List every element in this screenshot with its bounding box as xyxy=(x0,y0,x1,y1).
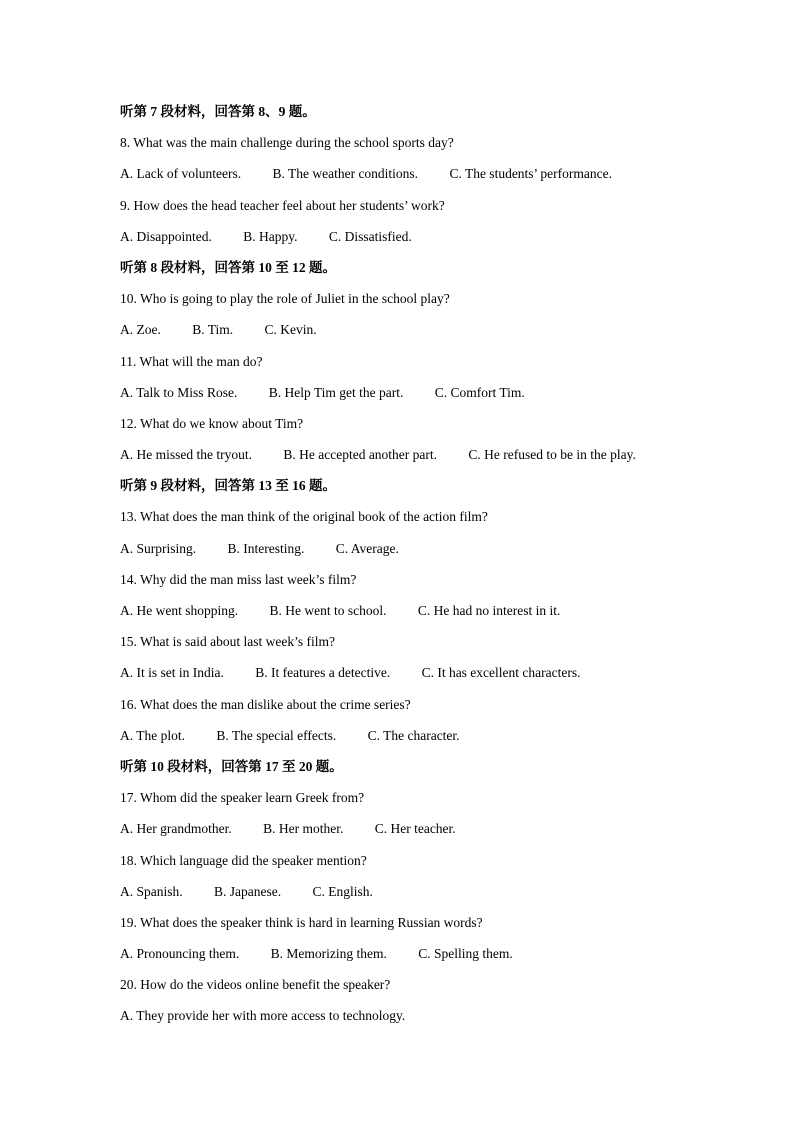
question-stem: 8. What was the main challenge during the school sports day? xyxy=(120,135,454,151)
option-a: A. He missed the tryout. xyxy=(120,447,252,463)
question-stem: 12. What do we know about Tim? xyxy=(120,415,304,431)
option-b: B. Her mother. xyxy=(263,821,344,837)
answer-options xyxy=(120,383,760,414)
option-b: B. Memorizing them. xyxy=(270,946,387,962)
option-b: B. Interesting. xyxy=(227,540,305,556)
option-c: C. The students’ performance. xyxy=(449,166,613,182)
option-c: C. Average. xyxy=(335,540,399,556)
option-b: B. Tim. xyxy=(192,322,234,338)
option-a: A. Her grandmother. xyxy=(120,821,232,837)
option-b: B. The special effects. xyxy=(216,727,337,743)
option-b: B. Japanese. xyxy=(214,883,282,899)
question-stem: 19. What does the speaker think is hard in learning Russian words? xyxy=(120,914,483,930)
question-stem: 11. What will the man do? xyxy=(120,353,263,369)
answer-options xyxy=(120,539,760,570)
section-heading: 听第 9 段材料，回答第 13 至 16 题。 xyxy=(120,478,336,494)
option-a: A. Disappointed. xyxy=(120,228,212,244)
option-c: C. Spelling them. xyxy=(418,946,513,962)
question-stem: 20. How do the videos online benefit the speaker? xyxy=(120,977,391,993)
answer-options xyxy=(120,726,760,757)
option-b: B. Happy. xyxy=(243,228,298,244)
option-b: B. It features a detective. xyxy=(255,665,391,681)
question-stem: 9. How does the head teacher feel about her students’ work? xyxy=(120,197,445,213)
answer-options xyxy=(120,445,760,476)
answer-options xyxy=(120,944,760,975)
answer-options xyxy=(120,663,760,694)
option-b: B. He accepted another part. xyxy=(283,447,438,463)
section-heading: 听第 7 段材料，回答第 8、9 题。 xyxy=(120,104,316,119)
option-a: A. Lack of volunteers. xyxy=(120,166,242,182)
answer-options xyxy=(120,227,760,258)
option-c: C. He had no interest in it. xyxy=(417,603,561,618)
question-stem: 14. Why did the man miss last week’s film? xyxy=(120,571,357,587)
option-b: B. Help Tim get the part. xyxy=(268,384,404,400)
question-stem: 10. Who is going to play the role of Juliet in the school play? xyxy=(120,291,450,307)
option-c: C. He refused to be in the play. xyxy=(468,447,636,463)
answer-options xyxy=(120,320,760,351)
question-stem: 17. Whom did the speaker learn Greek from? xyxy=(120,790,365,806)
question-stem: 15. What is said about last week’s film? xyxy=(120,634,335,650)
option-c: C. Kevin. xyxy=(264,322,317,338)
option-a: A. Zoe. xyxy=(120,322,161,338)
document-page xyxy=(120,102,760,1038)
answer-options xyxy=(120,1006,760,1037)
option-a: A. Pronouncing them. xyxy=(120,946,240,962)
option-a: A. The plot. xyxy=(120,727,185,743)
option-a: A. Surprising. xyxy=(120,540,197,556)
answer-options xyxy=(120,601,760,632)
answer-options xyxy=(120,819,760,850)
answer-options xyxy=(120,882,760,913)
option-a: A. Talk to Miss Rose. xyxy=(120,384,238,400)
section-heading: 听第 8 段材料，回答第 10 至 12 题。 xyxy=(120,259,336,275)
option-a: A. It is set in India. xyxy=(120,665,224,681)
answer-options xyxy=(120,164,760,195)
option-c: C. English. xyxy=(312,883,373,899)
option-a: A. He went shopping. xyxy=(120,603,239,618)
question-stem: 13. What does the man think of the original book of the action film? xyxy=(120,509,488,525)
option-a: A. Spanish. xyxy=(120,883,183,899)
option-c: C. It has excellent characters. xyxy=(421,665,581,681)
option-c: C. Comfort Tim. xyxy=(434,384,525,400)
option-b: B. He went to school. xyxy=(269,603,387,618)
option-a: A. They provide her with more access to technology. xyxy=(120,1008,406,1024)
option-b: B. The weather conditions. xyxy=(272,166,419,182)
question-stem: 18. Which language did the speaker mention? xyxy=(120,852,367,868)
section-heading: 听第 10 段材料，回答第 17 至 20 题。 xyxy=(120,758,343,774)
option-c: C. The character. xyxy=(367,727,460,743)
question-stem: 16. What does the man dislike about the crime series? xyxy=(120,696,411,712)
option-c: C. Her teacher. xyxy=(374,821,456,837)
option-c: C. Dissatisfied. xyxy=(328,228,412,244)
